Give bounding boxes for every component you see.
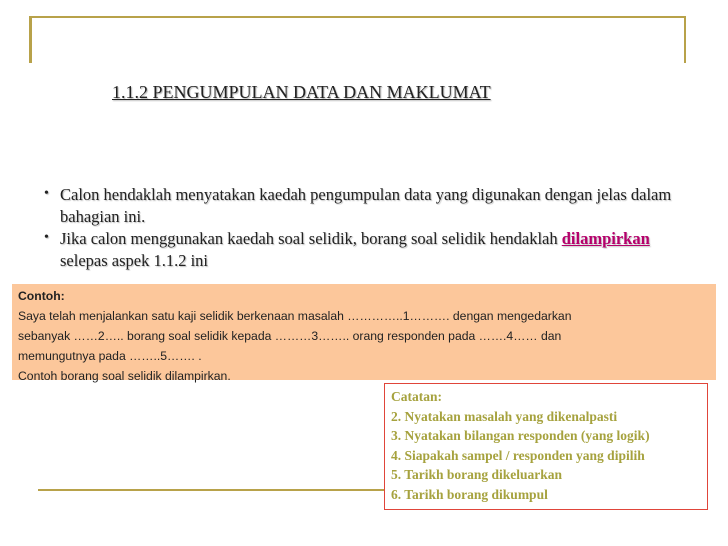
instruction-text: Calon hendaklah menyatakan kaedah pengumpulan data yang digunakan dengan jelas dalam bahagian ini.	[60, 185, 672, 226]
notes-box	[384, 383, 708, 510]
instruction-item	[44, 228, 694, 272]
example-line: sebanyak ……2….. borang soal selidik kepada ………3…….. orang responden pada …….4…… dan	[18, 329, 562, 343]
example-line: Saya telah menjalankan satu kaji selidik berkenaan masalah …………..1………. dengan mengedarkan	[18, 309, 572, 323]
example-line: memungutnya pada ……..5……. .	[18, 349, 202, 363]
notes-item: 5. Tarikh borang dikeluarkan	[391, 467, 563, 482]
bullet-icon: •	[44, 186, 49, 201]
example-label: Contoh:	[18, 289, 65, 303]
notes-item: 2. Nyatakan masalah yang dikenalpasti	[391, 408, 618, 424]
instruction-item	[44, 184, 694, 228]
instruction-list	[44, 184, 694, 272]
notes-item: 3. Nyatakan bilangan responden (yang logik)	[391, 428, 650, 443]
frame-line-right	[684, 16, 686, 63]
notes-list	[391, 407, 701, 505]
page-title: 1.1.2 PENGUMPULAN DATA DAN MAKLUMAT	[112, 82, 491, 102]
notes-item: 4. Siapakah sampel / responden yang dipilih	[391, 447, 645, 463]
frame-line-left	[29, 16, 32, 63]
example-box	[12, 284, 716, 383]
notes-item: 6. Tarikh borang dikumpul	[391, 486, 548, 502]
example-line: Contoh borang soal selidik dilampirkan.	[18, 369, 231, 383]
instruction-text-after: selepas aspek 1.1.2 ini	[60, 251, 209, 270]
instruction-text-before: Jika calon menggunakan kaedah soal selidik, borang soal selidik hendaklah	[60, 229, 562, 248]
frame-line-top	[29, 16, 684, 18]
notes-title: Catatan:	[391, 389, 442, 404]
bullet-icon: •	[44, 230, 49, 245]
highlight-word: dilampirkan	[561, 229, 650, 248]
